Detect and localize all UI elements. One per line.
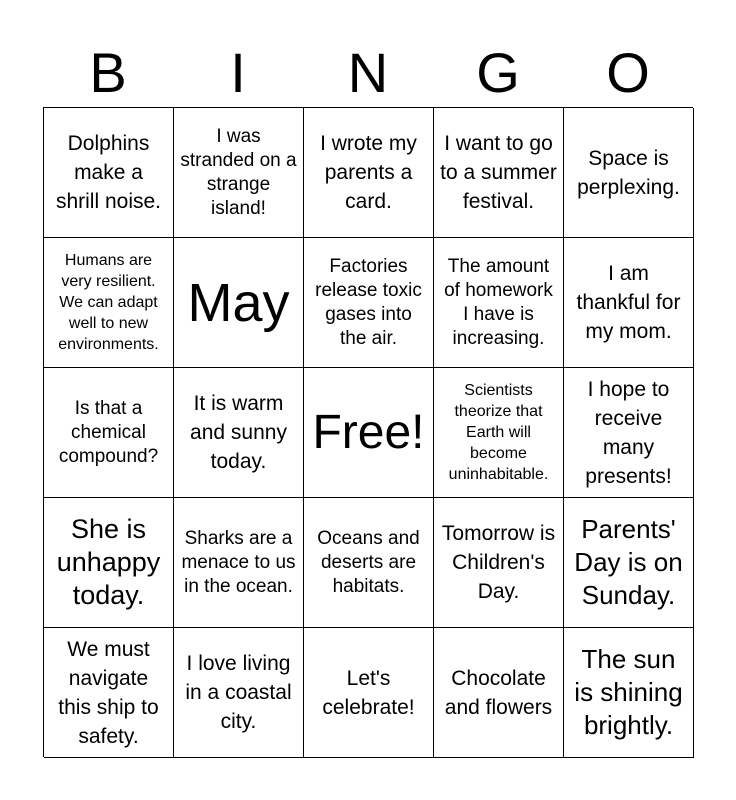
cell-text: May xyxy=(187,272,290,333)
header-letter-n: N xyxy=(347,41,389,104)
bingo-cell[interactable] xyxy=(434,628,564,758)
bingo-board xyxy=(43,107,693,757)
bingo-cell[interactable] xyxy=(564,498,694,628)
free-space-cell[interactable] xyxy=(304,368,434,498)
cell-text: Humans are very resilient. We can adapt well to new environments. xyxy=(58,252,159,353)
cell-text: I was stranded on a strange island! xyxy=(180,125,297,219)
bingo-cell[interactable] xyxy=(44,368,174,498)
bingo-cell[interactable] xyxy=(434,238,564,368)
bingo-cell[interactable] xyxy=(304,238,434,368)
bingo-cell[interactable] xyxy=(44,498,174,628)
header-letter-b: B xyxy=(89,41,127,104)
bingo-cell[interactable] xyxy=(304,628,434,758)
bingo-cell[interactable] xyxy=(44,628,174,758)
cell-text: Dolphins make a shrill noise. xyxy=(55,132,162,213)
cell-text: I wrote my parents a card. xyxy=(320,132,417,213)
header-letter-i: I xyxy=(230,41,246,104)
cell-text: It is warm and sunny today. xyxy=(190,392,287,473)
bingo-header xyxy=(43,40,693,106)
cell-text: Parents' Day is on Sunday. xyxy=(574,514,683,610)
bingo-cell[interactable] xyxy=(564,368,694,498)
bingo-cell[interactable] xyxy=(174,498,304,628)
cell-text: Let's celebrate! xyxy=(322,666,415,719)
cell-text: I want to go to a summer festival. xyxy=(440,132,557,213)
cell-text: We must navigate this ship to safety. xyxy=(58,637,159,748)
bingo-cell[interactable] xyxy=(174,238,304,368)
cell-text: Is that a chemical compound? xyxy=(58,397,159,467)
cell-text: Factories release toxic gases into the air. xyxy=(315,255,422,349)
bingo-cell[interactable] xyxy=(44,108,174,238)
cell-text: I hope to receive many presents! xyxy=(585,377,672,488)
bingo-cell[interactable] xyxy=(564,628,694,758)
cell-text: Oceans and deserts are habitats. xyxy=(317,527,420,597)
bingo-cell[interactable] xyxy=(174,628,304,758)
cell-text: Chocolate and flowers xyxy=(444,666,553,719)
cell-text: Space is perplexing. xyxy=(577,146,680,199)
cell-text: Free! xyxy=(312,405,425,459)
cell-text: Scientists theorize that Earth will become uninhabitable. xyxy=(448,382,549,483)
bingo-cell[interactable] xyxy=(434,368,564,498)
cell-text: Tomorrow is Children's Day. xyxy=(441,522,556,603)
bingo-cell[interactable] xyxy=(434,498,564,628)
bingo-cell[interactable] xyxy=(174,108,304,238)
cell-text: Sharks are a menace to us in the ocean. xyxy=(181,527,296,597)
bingo-cell[interactable] xyxy=(564,108,694,238)
cell-text: I am thankful for my mom. xyxy=(576,262,681,343)
bingo-cell[interactable] xyxy=(304,498,434,628)
header-letter-g: G xyxy=(476,41,520,104)
cell-text: The sun is shining brightly. xyxy=(574,644,683,740)
cell-text: The amount of homework I have is increasing. xyxy=(444,255,553,349)
header-letter-o: O xyxy=(606,41,650,104)
bingo-cell[interactable] xyxy=(434,108,564,238)
cell-text: She is unhappy today. xyxy=(56,514,161,610)
bingo-cell[interactable] xyxy=(174,368,304,498)
bingo-cell[interactable] xyxy=(564,238,694,368)
bingo-cell[interactable] xyxy=(44,238,174,368)
bingo-cell[interactable] xyxy=(304,108,434,238)
cell-text: I love living in a coastal city. xyxy=(185,652,292,733)
